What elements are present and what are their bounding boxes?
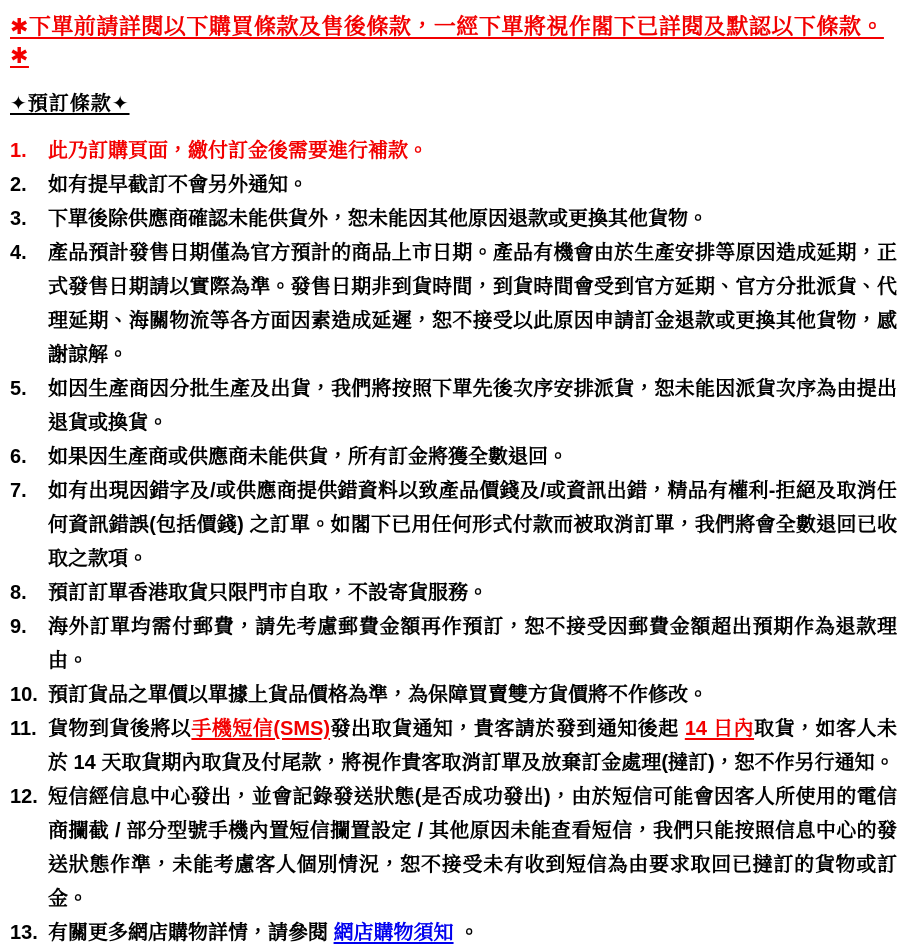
term-item-10 bbox=[10, 678, 897, 712]
text-segment: 產品預計發售日期僅為官方預計的商品上市日期。產品有機會由於生產安排等原因造成延期，正式發售日期請以實際為準。發售日期非到貨時間，到貨時間會受到官方延期、官方分批派貨、代理延期、海關物流等各方面因素造成延遲，恕不接受以此原因申請訂金退款或更換其他貨物，感謝諒解。 bbox=[48, 242, 897, 366]
term-number: 12. bbox=[10, 786, 38, 808]
term-text bbox=[48, 712, 897, 780]
term-text bbox=[48, 916, 897, 950]
term-text bbox=[48, 474, 897, 576]
term-item-13 bbox=[10, 916, 897, 950]
term-text bbox=[48, 372, 897, 440]
term-item-3 bbox=[10, 202, 897, 236]
term-number: 6. bbox=[10, 446, 27, 468]
text-segment: 有關更多網店購物詳情，請參閱 bbox=[48, 922, 334, 944]
term-item-9 bbox=[10, 610, 897, 678]
term-text bbox=[48, 236, 897, 372]
term-item-2 bbox=[10, 168, 897, 202]
term-number: 7. bbox=[10, 480, 27, 502]
sms-highlight: 手機短信(SMS) bbox=[191, 718, 331, 740]
shop-notice-link[interactable]: 網店購物須知 bbox=[333, 922, 454, 944]
text-segment: 如因生產商因分批生產及出貨，我們將按照下單先後次序安排派貨，恕未能因派貨次序為由提出退貨或換貨。 bbox=[48, 378, 897, 434]
term-number: 9. bbox=[10, 616, 27, 638]
term-number: 4. bbox=[10, 242, 27, 264]
deadline-highlight: 14 日內 bbox=[684, 718, 755, 740]
text-segment: 如有出現因錯字及/或供應商提供錯資料以致產品價錢及/或資訊出錯，精品有權利-拒絕及取消任何資訊錯誤(包括價錢) 之訂單。如閣下已用任何形式付款而被取消訂單，我們將會全數退回已收取之款項。 bbox=[48, 480, 897, 570]
term-number: 5. bbox=[10, 378, 27, 400]
term-number: 3. bbox=[10, 208, 27, 230]
term-text bbox=[48, 440, 897, 474]
text-segment: 下單後除供應商確認未能供貨外，恕未能因其他原因退款或更換其他貨物。 bbox=[48, 208, 708, 230]
term-item-5 bbox=[10, 372, 897, 440]
term-text bbox=[48, 576, 897, 610]
term-number: 8. bbox=[10, 582, 27, 604]
term-item-12 bbox=[10, 780, 897, 916]
text-segment: 發出取貨通知，貴客請於發到通知後起 bbox=[330, 718, 685, 740]
term-text bbox=[48, 780, 897, 916]
pre-order-notice-banner: ✱下單前請詳閱以下購買條款及售後條款，一經下單將視作閣下已詳閱及默認以下條款。✱ bbox=[10, 14, 884, 68]
term-text bbox=[48, 610, 897, 678]
text-segment: 取貨，如客人未於 14 天取貨期內取貨及付尾款，將視作貴客取消訂單及放棄訂金處理(撻訂)，恕不作另行通知。 bbox=[48, 718, 897, 774]
term-item-6 bbox=[10, 440, 897, 474]
term-item-4 bbox=[10, 236, 897, 372]
term-number: 10. bbox=[10, 684, 38, 706]
section-title: ✦預訂條款✦ bbox=[10, 93, 130, 115]
text-segment: 短信經信息中心發出，並會記錄發送狀態(是否成功發出)，由於短信可能會因客人所使用的電信商攔截 / 部分型號手機內置短信攔置設定 / 其他原因未能查看短信，我們只能按照信息中心的發送狀態作準，未能考慮客人個別情況，恕不接受未有收到短信為由要求取回已撻訂的貨物或訂金。 bbox=[48, 786, 897, 910]
term-item-11 bbox=[10, 712, 897, 780]
text-segment: 預訂訂單香港取貨只限門市自取，不設寄貨服務。 bbox=[48, 582, 488, 604]
term-number: 2. bbox=[10, 174, 27, 196]
term-text bbox=[48, 134, 897, 168]
term-item-1 bbox=[10, 134, 897, 168]
term-number: 13. bbox=[10, 922, 38, 944]
term-text bbox=[48, 168, 897, 202]
text-segment: 。 bbox=[453, 922, 480, 944]
text-segment: 貨物到貨後將以 bbox=[48, 718, 192, 740]
term-text bbox=[48, 678, 897, 712]
term-number: 1. bbox=[10, 140, 27, 162]
term-number: 11. bbox=[10, 718, 37, 740]
term-text bbox=[48, 202, 897, 236]
text-segment: 此乃訂購頁面，繳付訂金後需要進行補款。 bbox=[48, 140, 428, 162]
term-item-8 bbox=[10, 576, 897, 610]
term-item-7 bbox=[10, 474, 897, 576]
text-segment: 海外訂單均需付郵費，請先考慮郵費金額再作預訂，恕不接受因郵費金額超出預期作為退款理由。 bbox=[48, 616, 897, 672]
text-segment: 如果因生產商或供應商未能供貨，所有訂金將獲全數退回。 bbox=[48, 446, 568, 468]
text-segment: 如有提早截訂不會另外通知。 bbox=[48, 174, 308, 196]
terms-list bbox=[10, 134, 897, 950]
text-segment: 預訂貨品之單價以單據上貨品價格為準，為保障買賣雙方貨價將不作修改。 bbox=[48, 684, 708, 706]
